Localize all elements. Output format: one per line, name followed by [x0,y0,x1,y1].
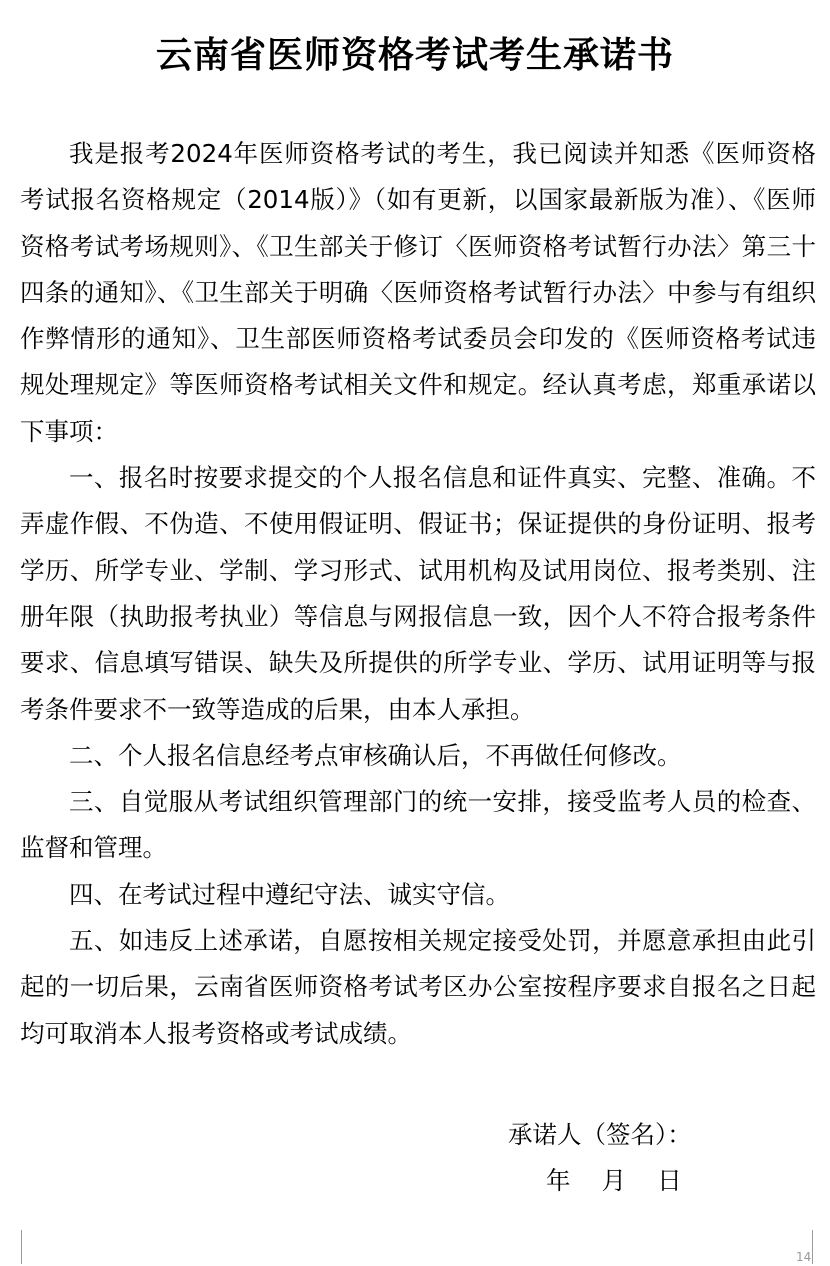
paragraph-item-5: 五、如违反上述承诺，自愿按相关规定接受处罚，并愿意承担由此引起的一切后果，云南省医师资格考试考区办公室按程序要求自报名之日起均可取消本人报考资格或考试成绩。 [20,926,816,1048]
page-corner-mark-left [7,1230,22,1264]
document-body [20,131,816,1057]
paragraph-intro: 我是报考2024年医师资格考试的考生，我已阅读并知悉《医师资格考试报名资格规定（2014版）》（如有更新，以国家最新版为准）、《医师资格考试考场规则》、《卫生部关于修订〈医师资格考试暂行办法〉第三十四条的通知》、《卫生部关于明确〈医师资格考试暂行办法〉中参与有组织作弊情形的通知》、卫生部医师资格考试委员会印发的《医师资格考试违规处理规定》等医师资格考试相关文件和规定。经认真考虑，郑重承诺以下事项： [20,139,816,446]
date-line: 年 月 日 [546,1166,682,1195]
page-corner-mark-right [812,1230,827,1264]
paragraph-item-4: 四、在考试过程中遵纪守法、诚实守信。 [69,879,510,909]
paragraph-item-2: 二、个人报名信息经考点审核确认后，不再做任何修改。 [69,740,682,770]
paragraph-item-1: 一、报名时按要求提交的个人报名信息和证件真实、完整、准确。不弄虚作假、不伪造、不使用假证明、假证书；保证提供的身份证明、报考学历、所学专业、学制、学习形式、试用机构及试用岗位、报考类别、注册年限（执助报考执业）等信息与网报信息一致，因个人不符合报考条件要求、信息填写错误、缺失及所提供的所学专业、学历、试用证明等与报考条件要求不一致等造成的后果，由本人承担。 [20,463,816,724]
paragraph-item-3: 三、自觉服从考试组织管理部门的统一安排，接受监考人员的检查、监督和管理。 [20,787,816,863]
document-title: 云南省医师资格考试考生承诺书 [155,35,674,76]
signature-label: 承诺人（签名）： [508,1120,692,1149]
page-number: 14 [796,1250,812,1264]
